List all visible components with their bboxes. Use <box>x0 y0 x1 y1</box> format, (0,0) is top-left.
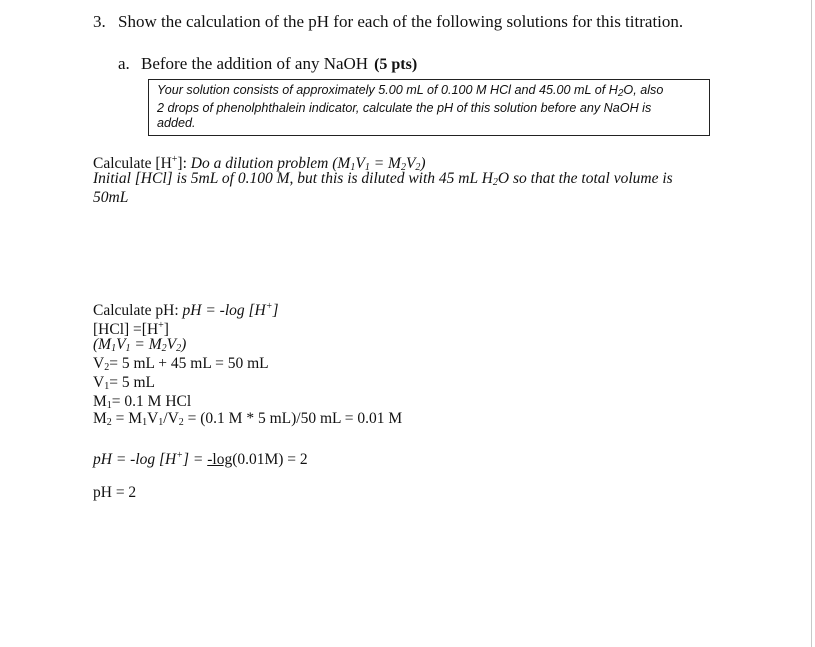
hcl-end: ] <box>163 321 169 338</box>
calc-h-volume-line: 50mL <box>93 189 129 206</box>
instruction-line-3: added. <box>157 116 196 130</box>
question-text: Show the calculation of the pH for each of the following solutions for this titration. <box>118 12 684 31</box>
dilution-v1: V <box>355 155 365 172</box>
m2-sub-2: 1 <box>142 417 148 428</box>
final-text: pH = -log [H <box>93 451 177 468</box>
part-a-heading <box>141 54 417 74</box>
v2-value: = 5 mL + 45 mL = 50 mL <box>109 355 269 372</box>
formula-text: pH = -log [H <box>182 302 266 319</box>
mv-sub-3: 2 <box>161 343 167 354</box>
m2-eq: = M <box>111 410 143 427</box>
page-edge-divider <box>811 0 812 647</box>
dilution-text: Do a dilution problem (M <box>190 155 351 172</box>
final-end: (0.01M) = 2 <box>232 451 308 468</box>
m1-sub: 1 <box>106 400 112 411</box>
calc-ph-label: Calculate pH: <box>93 302 179 319</box>
dilution-sub-4: 2 <box>415 162 421 173</box>
m2-v: V <box>147 410 159 427</box>
m2-div: /V <box>163 410 179 427</box>
mv-sub-1: 1 <box>111 343 117 354</box>
v2-sub: 2 <box>104 362 110 373</box>
hcl-sup: + <box>158 320 164 331</box>
part-a-label: a. <box>118 54 130 73</box>
m2-symbol: M <box>93 410 107 427</box>
part-a-text: Before the addition of any NaOH <box>141 54 369 73</box>
mv-v2: V <box>166 336 177 353</box>
instruction-box <box>148 79 710 136</box>
instruction-line-1-sub: 2 <box>617 88 624 99</box>
calc-h-initial-line <box>93 170 673 192</box>
v1-symbol: V <box>93 374 105 391</box>
dilution-v2: V <box>405 155 416 172</box>
m2-sub-4: 2 <box>178 417 184 428</box>
dilution-eq: = M <box>369 155 401 172</box>
dilution-close: ) <box>420 155 426 172</box>
dilution-sub-2: 1 <box>364 162 370 173</box>
formula-end: ] <box>272 302 279 319</box>
final-mid: ] = <box>182 451 208 468</box>
instruction-line-1-end: O, also <box>623 83 664 97</box>
calc-ph-formula <box>183 302 279 319</box>
instruction-line-2: 2 drops of phenolphthalein indicator, calculate the pH of this solution before any NaOH is <box>157 101 652 115</box>
v2-symbol: V <box>93 355 105 372</box>
part-a-points: (5 pts) <box>374 56 418 73</box>
mv-sub-2: 1 <box>125 343 131 354</box>
ph-answer: pH = 2 <box>93 484 137 501</box>
m2-line <box>93 410 402 432</box>
mv-pre: (M <box>93 336 112 353</box>
final-log: -log <box>207 451 233 468</box>
calc-h-label-sup: + <box>171 154 178 165</box>
calc-h-label-end: ]: <box>177 155 187 172</box>
mv-close: ) <box>181 336 187 353</box>
m1-symbol: M <box>93 393 107 410</box>
dilution-sub-1: 1 <box>350 162 356 173</box>
formula-sup: + <box>265 301 273 312</box>
m2-value: = (0.1 M * 5 mL)/50 mL = 0.01 M <box>183 410 403 427</box>
dilution-sub-3: 2 <box>400 162 406 173</box>
mv-sub-4: 2 <box>176 343 182 354</box>
mv-eq: = M <box>130 336 162 353</box>
calc-h-label: Calculate [H <box>93 155 172 172</box>
mv-v1: V <box>116 336 126 353</box>
initial-sub: 2 <box>492 177 498 188</box>
final-ph-calculation <box>93 447 308 469</box>
hcl-text: [HCl] =[H <box>93 321 159 338</box>
instruction-line-1-text: Your solution consists of approximately 5.00 mL of 0.100 M HCl and 45.00 mL of H <box>157 83 618 97</box>
v1-sub: 1 <box>104 381 110 392</box>
m2-sub: 2 <box>106 417 112 428</box>
final-sup: + <box>176 450 183 461</box>
question-number: 3. <box>93 12 106 31</box>
m2-sub-3: 1 <box>158 417 164 428</box>
initial-text-end: O so that the total volume is <box>497 170 673 187</box>
initial-text: Initial [HCl] is 5mL of 0.100 M, but this is diluted with 45 mL H <box>93 170 493 187</box>
instruction-line-1 <box>157 83 701 101</box>
m1-value: = 0.1 M HCl <box>111 393 192 410</box>
v1-value: = 5 mL <box>109 374 155 391</box>
